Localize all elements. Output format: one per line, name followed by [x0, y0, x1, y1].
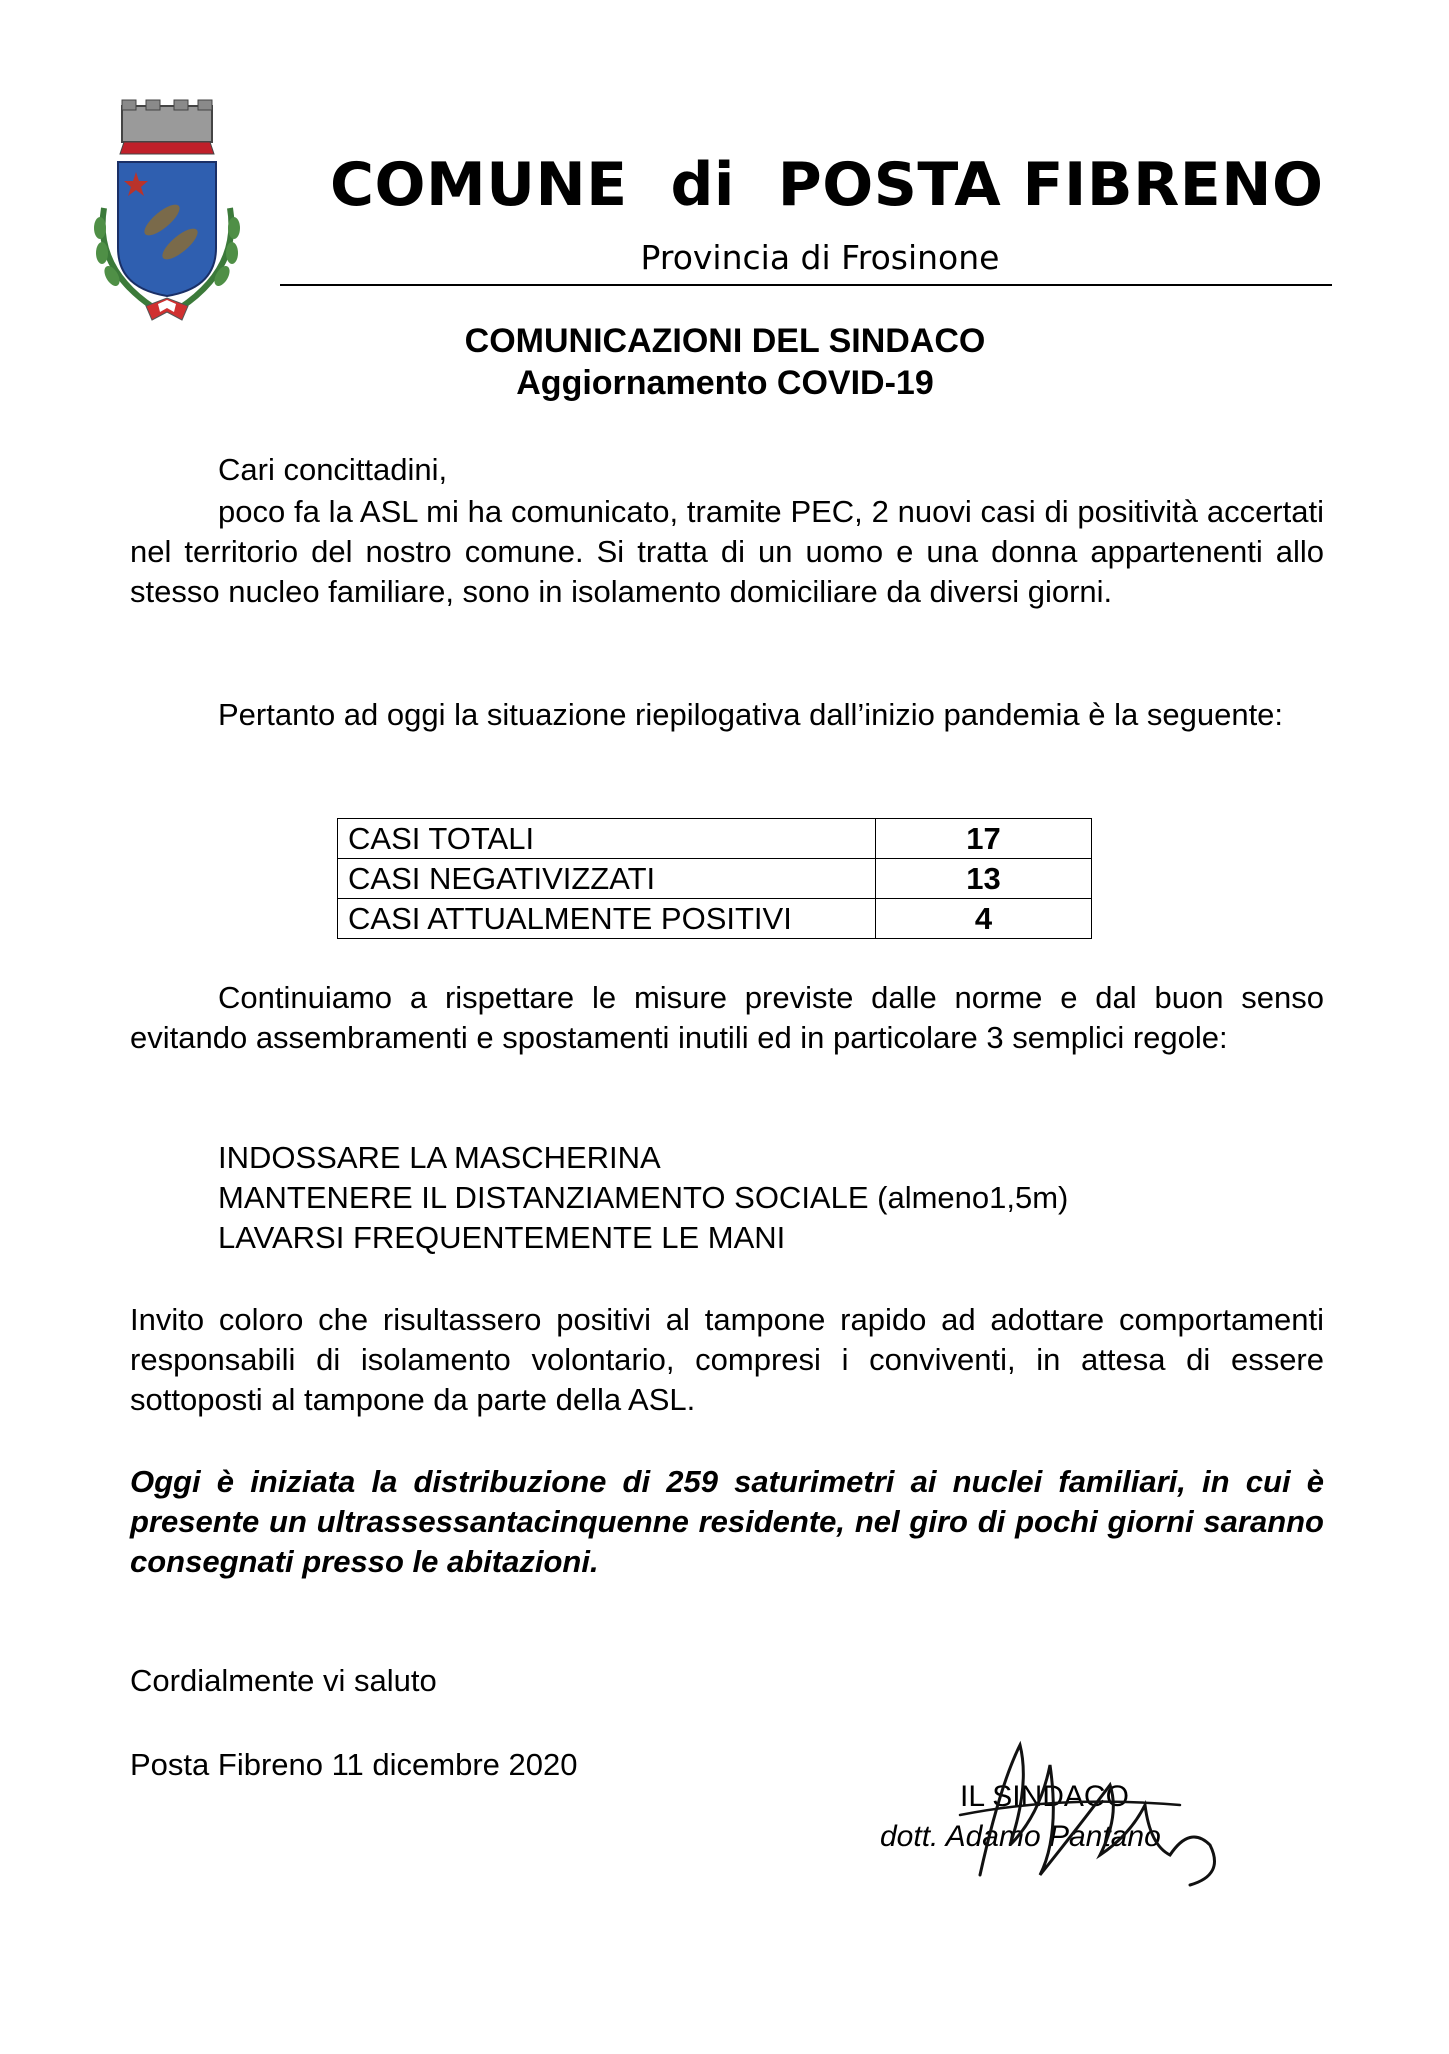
stat-value: 4 [876, 899, 1092, 939]
notice-subheading: Aggiornamento COVID-19 [516, 364, 934, 402]
list-item: LAVARSI FREQUENTEMENTE LE MANI [218, 1220, 786, 1255]
paragraph-rules-intro-text: Continuiamo a rispettare le misure previste dalle norme e dal buon senso evitando assembramenti e spostamenti inutili ed in particolare 3 semplici regole: [130, 980, 1324, 1055]
handwritten-signature-icon [940, 1725, 1240, 1905]
paragraph-rules-intro [130, 978, 1324, 1058]
signatory-title: IL SINDACO [960, 1780, 1129, 1813]
stat-label: CASI NEGATIVIZZATI [338, 859, 876, 899]
municipality-title: COMUNE di POSTA FIBRENO [330, 150, 1324, 220]
stat-label: CASI ATTUALMENTE POSITIVI [338, 899, 876, 939]
signatory-name: dott. Adamo Pantano [880, 1820, 1161, 1853]
paragraph-isolation: Invito coloro che risultassero positivi al tampone rapido ad adottare comportamenti responsabili di isolamento volontario, compresi i conviventi, in attesa di essere sottoposti al tampone da parte della ASL. [130, 1302, 1324, 1417]
salutation: Cari concittadini, [218, 452, 448, 487]
list-item: INDOSSARE LA MASCHERINA [218, 1140, 661, 1175]
list-item: MANTENERE IL DISTANZIAMENTO SOCIALE (almeno1,5m) [218, 1180, 1069, 1215]
place-and-date: Posta Fibreno 11 dicembre 2020 [130, 1747, 578, 1782]
paragraph-summary-intro [130, 695, 1324, 735]
stat-label: CASI TOTALI [338, 819, 876, 859]
stat-value: 13 [876, 859, 1092, 899]
table-row [338, 859, 1092, 899]
stat-value: 17 [876, 819, 1092, 859]
paragraph-oximeters: Oggi è iniziata la distribuzione di 259 saturimetri ai nuclei familiari, in cui è presente un ultrassessantacinquenne residente, nel giro di pochi giorni saranno consegnati presso le abitazioni. [130, 1464, 1324, 1579]
closing-greeting: Cordialmente vi saluto [130, 1663, 437, 1698]
cases-summary-table [337, 818, 1092, 939]
municipal-coat-of-arms-icon [84, 98, 254, 323]
table-row [338, 819, 1092, 859]
paragraph-new-cases [130, 492, 1324, 612]
province-subtitle: Provincia di Frosinone [640, 238, 1000, 277]
notice-heading: COMUNICAZIONI DEL SINDACO [464, 322, 986, 360]
paragraph-new-cases-text: poco fa la ASL mi ha comunicato, tramite PEC, 2 nuovi casi di positività accertati nel territorio del nostro comune. Si tratta di un uomo e una donna appartenenti allo stesso nucleo familiare, sono in isolamento domiciliare da diversi giorni. [130, 494, 1324, 609]
paragraph-summary-intro-text: Pertanto ad oggi la situazione riepilogativa dall’inizio pandemia è la seguente: [218, 697, 1284, 732]
table-row [338, 899, 1092, 939]
header-divider [280, 284, 1332, 286]
